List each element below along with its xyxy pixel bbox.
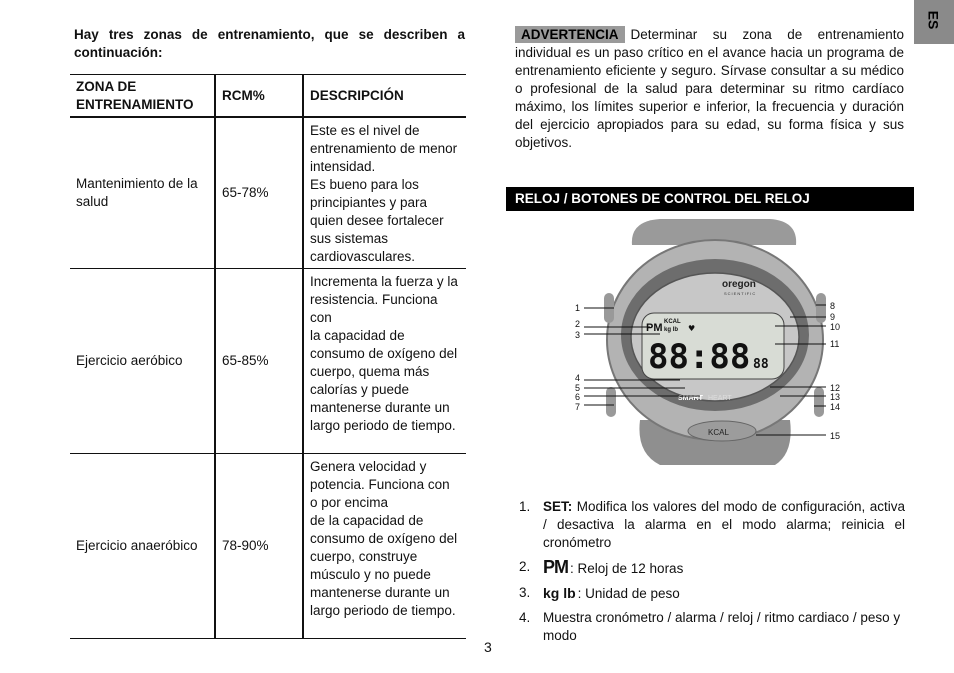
watch-button-8 bbox=[816, 293, 826, 323]
item-number: 2. bbox=[519, 559, 531, 574]
watch-button-14 bbox=[814, 387, 824, 417]
item-text: : Reloj de 12 horas bbox=[570, 561, 684, 576]
rcm-cell: 65-85% bbox=[215, 269, 303, 454]
section-heading: RELOJ / BOTONES DE CONTROL DEL RELOJ bbox=[506, 187, 914, 211]
warning-text: Determinar su zona de entrenamiento individual es un paso crítico en el avance hacia un programa de entrenamiento eficiente y seguro. Sírvase consultar a su médico o profesional de la salud para determinar su ritmo cardíaco máximo, los límites superior e inferior, la frecuencia y duración del ejercicio apropiados para su edad, su forma física y sus objetivos. bbox=[515, 27, 904, 150]
item-label: SET: bbox=[543, 499, 573, 514]
callout-4: 4 bbox=[575, 373, 581, 383]
table-header-row bbox=[70, 75, 466, 118]
watch-heart-label: HEART bbox=[708, 395, 732, 402]
callout-13: 13 bbox=[830, 392, 841, 402]
intro-text: Hay tres zonas de entrenamiento, que se describen a continuación: bbox=[74, 27, 465, 60]
header-rcm: RCM% bbox=[215, 75, 303, 118]
table-row bbox=[70, 454, 466, 639]
language-tab bbox=[914, 0, 954, 44]
callout-7: 7 bbox=[575, 402, 581, 412]
page-number: 3 bbox=[484, 639, 492, 655]
list-item bbox=[519, 584, 905, 603]
callout-15: 15 bbox=[830, 431, 841, 441]
training-zones-table bbox=[70, 74, 466, 639]
warning-paragraph bbox=[515, 26, 904, 152]
header-description: DESCRIPCIÓN bbox=[303, 75, 466, 118]
watch-brand-sub: SCIENTIFIC bbox=[724, 291, 757, 296]
callout-8: 8 bbox=[830, 301, 836, 311]
item-text: : Unidad de peso bbox=[577, 586, 680, 601]
header-zone: ZONA DE ENTRENAMIENTO bbox=[70, 75, 215, 118]
lcd-kglb-indicator: kg lb bbox=[664, 327, 679, 333]
lcd-digits: 88:88 bbox=[648, 337, 751, 377]
list-item bbox=[519, 609, 905, 645]
callout-10: 10 bbox=[830, 322, 841, 332]
callout-11: 11 bbox=[830, 339, 840, 349]
callout-3: 3 bbox=[575, 330, 581, 340]
callout-2: 2 bbox=[575, 319, 581, 329]
item-text: Muestra cronómetro / alarma / reloj / ritmo cardiaco / peso y modo bbox=[543, 610, 901, 643]
kcal-button-label: KCAL bbox=[708, 428, 729, 437]
item-text: Modifica los valores del modo de configuración, activa / desactiva la alarma en el modo alarma; reinicia el cronómetro bbox=[543, 499, 905, 550]
watch-brand: oregon bbox=[722, 279, 756, 290]
kg-lb-icon: kg lb bbox=[543, 585, 576, 601]
watch-illustration bbox=[570, 215, 860, 468]
description-cell: Incrementa la fuerza y la resistencia. Funciona con la capacidad de consumo de oxígeno del cuerpo, quema más calorías y puede mantenerse durante un largo periodo de tiempo. bbox=[303, 269, 466, 454]
lcd-heart-icon: ♥ bbox=[688, 324, 696, 333]
list-item bbox=[519, 498, 905, 552]
callout-1: 1 bbox=[575, 303, 581, 313]
callout-12: 12 bbox=[830, 383, 841, 393]
lcd-pm-indicator: PM bbox=[646, 322, 663, 334]
table-row bbox=[70, 269, 466, 454]
zone-cell: Ejercicio aeróbico bbox=[70, 269, 215, 454]
feature-list bbox=[519, 498, 905, 651]
callout-5: 5 bbox=[575, 383, 581, 393]
language-code: ES bbox=[925, 10, 942, 30]
item-number: 4. bbox=[519, 610, 531, 625]
watch-button-7 bbox=[606, 387, 616, 417]
lcd-small-digits: 88 bbox=[753, 357, 769, 372]
description-cell: Genera velocidad y potencia. Funciona con o por encima de la capacidad de consumo de oxígeno del cuerpo, construye músculo y no puede mantenerse durante un largo periodo de tiempo. bbox=[303, 454, 466, 639]
callout-9: 9 bbox=[830, 312, 836, 322]
zone-cell: Ejercicio anaeróbico bbox=[70, 454, 215, 639]
watch-smart-label: SMART bbox=[678, 395, 703, 402]
lcd-kcal-indicator: KCAL bbox=[664, 319, 681, 325]
table-row bbox=[70, 117, 466, 269]
warning-badge: ADVERTENCIA bbox=[515, 26, 625, 43]
callout-14: 14 bbox=[830, 402, 841, 412]
list-item bbox=[519, 558, 905, 578]
rcm-cell: 78-90% bbox=[215, 454, 303, 639]
callout-6: 6 bbox=[575, 392, 581, 402]
item-number: 1. bbox=[519, 499, 531, 514]
pm-icon: PM bbox=[543, 557, 568, 577]
item-number: 3. bbox=[519, 585, 531, 600]
description-cell: Este es el nivel de entrenamiento de menor intensidad. Es bueno para los principiantes y para quien desee fortalecer sus sistemas cardiovasculares. bbox=[303, 117, 466, 269]
zone-cell: Mantenimiento de la salud bbox=[70, 117, 215, 269]
rcm-cell: 65-78% bbox=[215, 117, 303, 269]
